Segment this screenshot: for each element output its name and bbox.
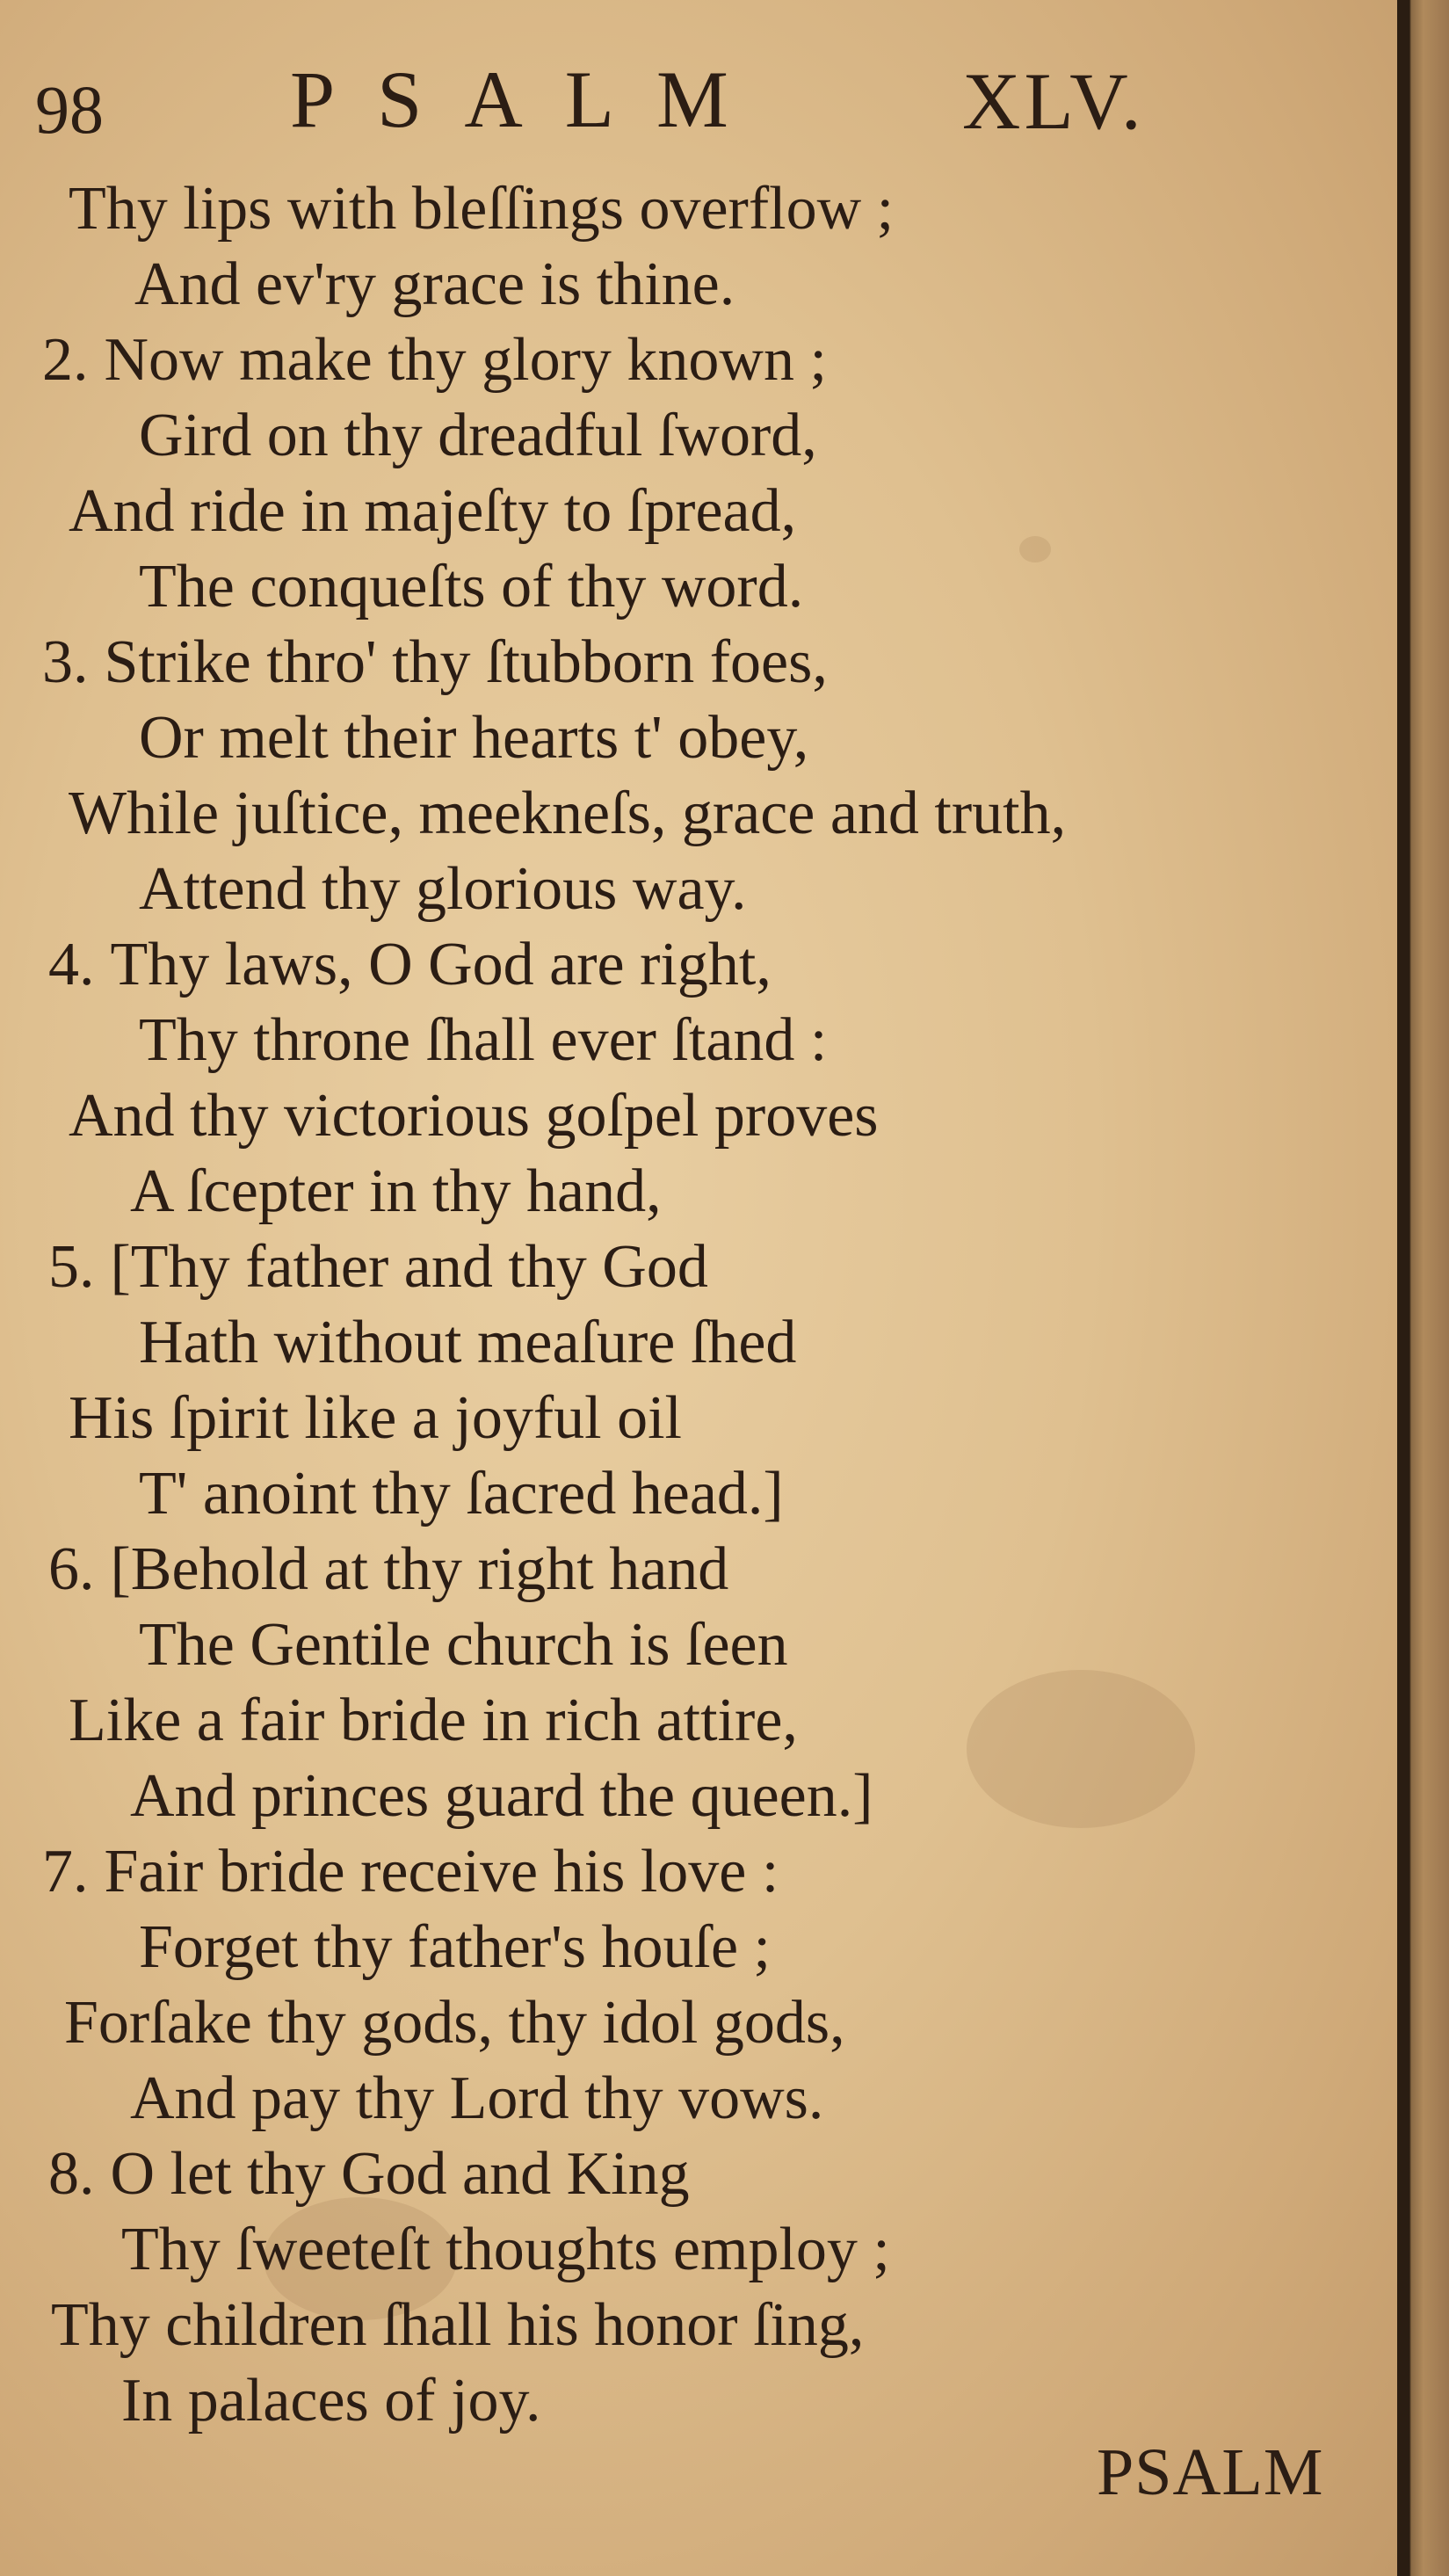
verse-text: And ev'ry grace is thine. (134, 250, 735, 318)
verse-number: 3. (42, 628, 89, 696)
verse-text: And ride in majeſty to ſpread, (69, 477, 797, 545)
verse-line (123, 1456, 784, 1532)
verse-line (123, 398, 817, 474)
verse-line (114, 1154, 662, 1230)
verse-line (42, 625, 828, 700)
verse-text: [Behold at thy right hand (110, 1535, 729, 1603)
verse-number: 6. (48, 1535, 95, 1603)
verse-text: His ſpirit like a joyful oil (69, 1384, 682, 1452)
verse-line (48, 1532, 728, 1607)
verse-text: Like a fair bride in rich attire, (69, 1687, 798, 1754)
verse-text: Hath without meaſure ſhed (139, 1309, 797, 1376)
verse-line (53, 474, 796, 549)
verse-text: And pay thy Lord thy vows. (130, 2064, 824, 2132)
verse-line (119, 247, 735, 323)
psalm-number: XLV. (962, 56, 1145, 146)
verse-line (114, 1759, 873, 1834)
running-head-title: PSALM (290, 54, 771, 144)
verse-line (123, 700, 808, 776)
verse-line (123, 852, 747, 927)
verse-line (123, 1305, 796, 1381)
verse-text: T' anoint thy ſacred head.] (139, 1460, 784, 1527)
verse-text: Thy ſweeteſt thoughts employ ; (121, 2216, 890, 2283)
verse-text: Or melt their hearts t' obey, (139, 704, 809, 772)
paper-stain (1019, 536, 1051, 562)
book-gutter (1397, 0, 1449, 2576)
verse-text: The conqueſts of thy word. (139, 553, 804, 620)
verse-number: 5. (48, 1233, 95, 1301)
verse-line (42, 1834, 779, 1910)
verse-text: Forſake thy gods, thy idol gods, (64, 1989, 845, 2057)
verse-text: O let thy God and King (110, 2140, 690, 2208)
verse-text: Attend thy glorious way. (139, 855, 747, 923)
verse-line (123, 1003, 827, 1078)
verse-text: [Thy father and thy God (110, 1233, 708, 1301)
verse-text: Thy throne ſhall ever ſtand : (139, 1006, 828, 1074)
verse-text: A ſcepter in thy hand, (130, 1157, 662, 1225)
verse-line (48, 1985, 845, 2061)
paper-stain (967, 1670, 1195, 1828)
verse-line (105, 2212, 890, 2288)
page-header (0, 35, 1230, 148)
verse-text: Forget thy father's houſe ; (139, 1913, 771, 1981)
verse-text: And thy victorious goſpel proves (69, 1082, 879, 1150)
verse-line (123, 549, 803, 625)
verse-line (114, 2061, 823, 2137)
verse-line (123, 1607, 788, 1683)
verse-text: Strike thro' thy ſtubborn foes, (104, 628, 828, 696)
catchword: PSALM (1097, 2435, 1324, 2509)
verse-text: Gird on thy dreadful ſword, (139, 402, 817, 469)
verse-line (53, 1078, 879, 1154)
verse-line (53, 171, 894, 247)
verse-text: Thy lips with bleſſings overflow ; (69, 175, 895, 243)
verse-text: Thy children ſhall his honor ſing, (51, 2291, 865, 2359)
verse-line (53, 776, 1066, 852)
page-number: 98 (35, 71, 104, 148)
verse-text: In palaces of joy. (121, 2367, 541, 2435)
verse-number: 2. (42, 326, 89, 394)
verse-line (48, 2137, 690, 2212)
verse-text: And princes guard the queen.] (130, 1762, 873, 1830)
verse-line (48, 927, 772, 1003)
verse-line (35, 2288, 864, 2363)
verse-line (105, 2363, 541, 2439)
verse-number: 8. (48, 2140, 95, 2208)
verse-line (123, 1910, 771, 1985)
verse-text: Fair bride receive his love : (104, 1838, 779, 1905)
verse-text: Now make thy glory known ; (104, 326, 827, 394)
verse-line (42, 323, 827, 398)
verse-text: While juſtice, meekneſs, grace and truth, (69, 780, 1067, 847)
verse-line (53, 1381, 682, 1456)
verse-line (48, 1230, 708, 1305)
verse-number: 7. (42, 1838, 89, 1905)
verse-text: The Gentile church is ſeen (139, 1611, 788, 1679)
verse-number: 4. (48, 931, 95, 998)
verse-line (53, 1683, 798, 1759)
verse-text: Thy laws, O God are right, (110, 931, 772, 998)
